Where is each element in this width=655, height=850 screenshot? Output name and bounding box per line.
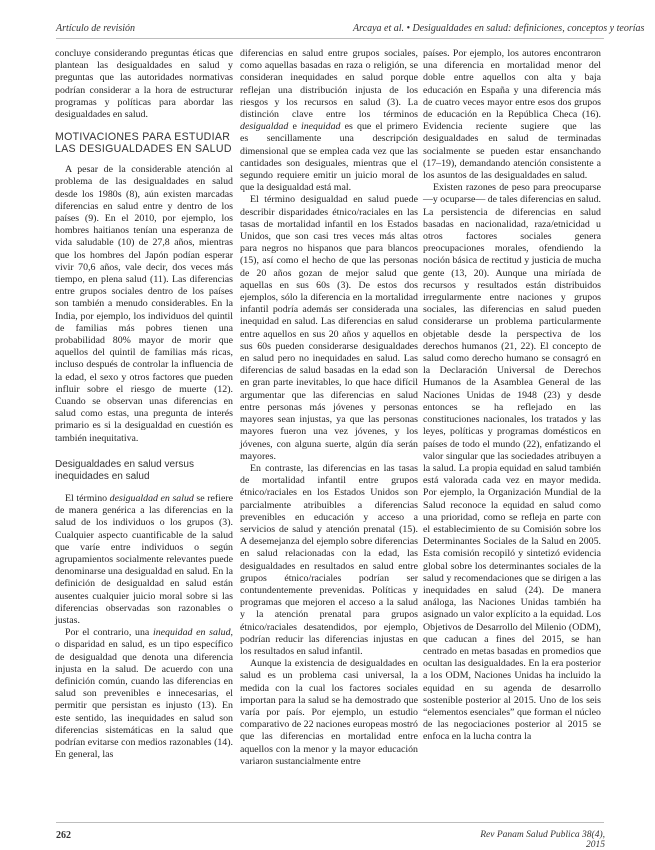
paragraph: En contraste, las diferencias en las tasas de mortalidad infantil entre grupos étnico/raciales en los Estados Unidos son parcialmente atribuibles a diferencias prevenibles en educación y acceso a servicios de salud y atención prenatal (15). A desemejanza del ejemplo sobre diferencias en salud relacionadas con la edad, las desigualdades en resultados en salud entre grupos étnico/raciales podrían ser contundentemente prevenidas. Políticas y programas que mejoren el acceso a la salud y la atención prenatal para grupos étnico/raciales desatendidos, por ejemplo, podrían reducir las diferencias injustas en los resultados en salud infantil.: [240, 462, 418, 657]
paragraph: concluye considerando preguntas éticas que plantean las desigualdades en salud y preguntas que las autoridades normativas podrían considerar a la hora de estructurar programas y políticas para abordar las desigualdades en salud.: [55, 48, 233, 121]
paragraph: [55, 627, 233, 761]
text-run: es que el primero es sencillamente una descripción dimensional que se emplea cada vez que las cantidades son desiguales, mientras que el segundo requiere emitir un juicio moral de que la desigualdad está mal.: [240, 121, 418, 194]
subsection-heading: Desigualdades en salud versus inequidades en salud: [55, 458, 194, 482]
paragraph: Aunque la existencia de desigualdades en salud es un problema casi universal, la medida con la cual los factores sociales importan para la salud se ha demostrado que varía por país. Por ejemplo, un estudio comparativo de 22 naciones europeas mostró que las diferencias en mortalidad entre aquellos con la menor y la mayor educación variaron sustancialmente entre: [240, 658, 418, 767]
paragraph: países. Por ejemplo, los autores encontraron una diferencia en mortalidad menor del doble entre aquellos con alta y baja educación en España y una diferencia más de cuatro veces mayor entre esos dos grupos de educación en la República Checa (16). Evidencia reciente sugiere que las desigualdades en salud de terminadas socialmente se pueden estar ensanchando (17–19), demandando atención consistente a los asuntos de las desigualdades en salud.: [423, 48, 601, 182]
text-run: , o disparidad en salud, es un tipo específico de desigualdad que denota una diferencia injusta en la salud. De acuerdo con una definición común, cuando las diferencias en salud son prevenibles e innecesarias, el permitir que persistan es injusto (13). En este sentido, las inequidades en salud son diferencias sistemáticas en la salud que podrían evitarse con medios razonables (14). En general, las: [55, 627, 234, 761]
italic-term: inequidad: [300, 121, 341, 133]
journal-citation: Rev Panam Salud Publica 38(4), 2015: [480, 830, 605, 850]
italic-term: inequidad en salud: [152, 627, 231, 639]
paragraph: Existen razones de peso para preocuparse —y ocuparse— de tales diferencias en salud. La persistencia de diferencias en salud basadas en nacionalidad, raza/etnicidad u otros factores sociales genera preocupaciones morales, ofendiendo la noción básica de rectitud y justicia de mucha gente (13, 20). Aunque una miríada de recursos y resultados están distribuidos irregularmente entre naciones y grupos sociales, las diferencias en salud pueden considerarse un problema particularmente objetable desde la perspectiva de los derechos humanos (21, 22). El concepto de salud como derecho humano se consagró en la Declaración Universal de Derechos Humanos de la Asamblea General de las Naciones Unidas de 1948 (23) y desde entonces se ha reflejado en las constituciones nacionales, los tratados y las leyes, políticas y programas domésticos en países de todo el mundo (22), enfatizando el valor singular que las sociedades atribuyen a la salud. La propia equidad en salud también está valorada cada vez en mayor medida. Por ejemplo, la Organización Mundial de la Salud reconoce la equidad en salud como una prioridad, como se refleja en parte con el establecimiento de su Comisión sobre los Determinantes Sociales de la Salud en 2005. Esta comisión recopiló y sintetizó evidencia global sobre los determinantes sociales de la salud y recomendaciones que se dirigen a las inequidades en salud (24). De manera análoga, las Naciones Unidas también ha asignado un valor explícito a la equidad. Los Objetivos de Desarrollo del Milenio (ODM), que caducan a fines del 2015, se han centrado en metas basadas en promedios que ocultan las desigualdades. En la era posterior a los ODM, Naciones Unidas ha incluido la equidad en su agenda de desarrollo sostenible posterior al 2015. Uno de los seis “elementos esenciales” que forman el núcleo de las negociaciones posterior al 2015 se enfoca en la lucha contra la: [423, 182, 601, 743]
column-left: [55, 48, 233, 761]
text-run: El término: [65, 492, 110, 504]
italic-term: desigualdad: [240, 121, 289, 133]
italic-term: desigualdad en salud: [109, 492, 194, 504]
footer-divider: [56, 822, 604, 823]
running-header: [0, 0, 655, 48]
paragraph: [55, 493, 233, 627]
text-run: e: [288, 121, 301, 133]
text-run: se refiere de manera genérica a las diferencias en la salud de los individuos o los grupos (3). Cualquier aspecto cuantificable de la salud que varíe entre individuos o según agrupamientos socialmente relevantes puede denominarse una desigualdad en salud. En la definición de desigualdad en salud están ausentes cualquier juicio moral sobre si las diferencias observadas son razonables o justas.: [55, 492, 233, 626]
section-heading: MOTIVACIONES PARA ESTUDIAR LAS DESIGUALDADES EN SALUD: [55, 131, 232, 156]
article-type-label: Artículo de revisión: [56, 23, 136, 34]
column-right: [423, 48, 601, 744]
page-number: 262: [56, 830, 71, 841]
paragraph: El término desigualdad en salud puede describir disparidades étnico/raciales en las tasas de mortalidad infantil en los Estados Unidos, que son casi tres veces más altas para negros no hispanos que para blancos (15), así como el hecho de que las personas de 20 años gozan de mejor salud que aquellas en sus 60s (3). De estos dos ejemplos, sólo la diferencia en la mortalidad infantil podría además ser considerada una inequidad en salud. Las diferencias en salud entre aquellos en sus 20 años y aquellos en sus 60s pueden considerarse desigualdades en salud pero no inequidades en salud. Las diferencias de salud basadas en la edad son en gran parte inevitables, lo que hace difícil argumentar que las diferencias en salud entre personas más jóvenes y personas mayores sean injustas, ya que las personas mayores fueron una vez jóvenes, y los jóvenes, con alguna suerte, algún día serán mayores.: [240, 194, 418, 462]
running-title: Arcaya et al. • Desigualdades en salud: definiciones, conceptos y teorías: [353, 23, 645, 34]
text-run: diferencias en salud entre grupos sociales, como aquellas basadas en raza o religión, se consideran inequidades en salud porque reflejan una distribución injusta de los riesgos y los recursos en salud (3). La distinción clave entre los términos: [240, 48, 418, 121]
column-middle: [240, 48, 418, 768]
header-divider: [56, 38, 604, 39]
paragraph: [240, 48, 418, 194]
text-run: Por el contrario, una: [65, 627, 153, 639]
paragraph: A pesar de la considerable atención al problema de las desigualdades en salud desde los 1980s (8), aún existen marcadas diferencias en salud entre y dentro de los países (9). En el 2010, por ejemplo, los hombres haitianos tenían una esperanza de vida saludable (10) de 27,8 años, mientras que los hombres del Japón podían esperar vivir 70,6 años, vale decir, dos veces más tiempo, en plena salud (11). Las diferencias entre grupos sociales dentro de los países son también a menudo considerables. En la India, por ejemplo, los individuos del quintil de familias más pobres tienen una probabilidad 80% mayor de morir que aquellos del quintil de familias más ricas, incluso después de controlar la influencia de la edad, el sexo y otros factores que pueden influir sobre el riesgo de muerte (12). Cuando se observan unas diferencias en salud como estas, una pregunta de interés primario es si la desigualdad en cuestión es también inequitativa.: [55, 164, 233, 444]
